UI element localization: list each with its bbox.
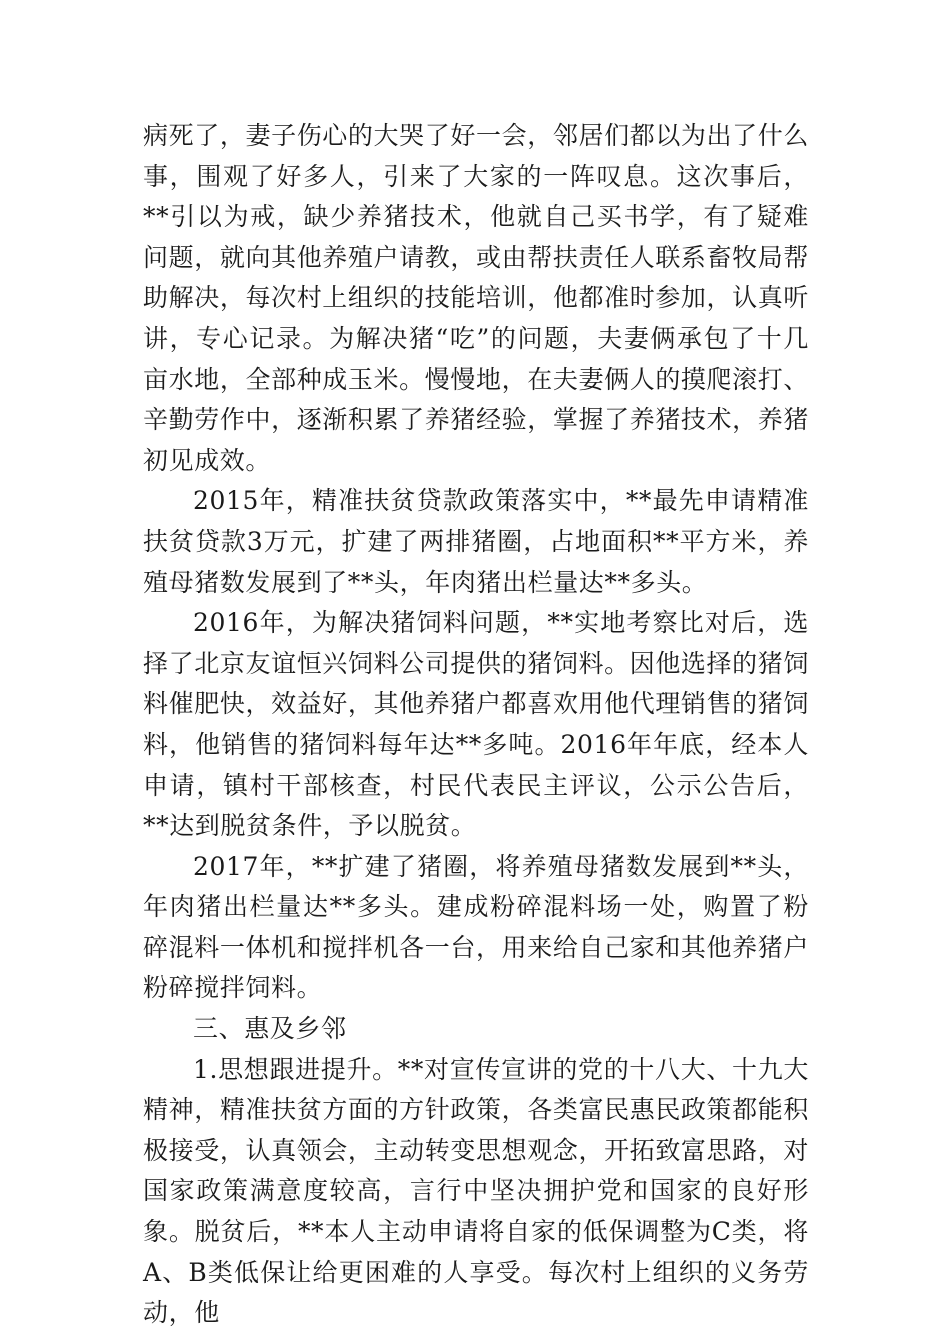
document-page (143, 116, 809, 1334)
paragraph-3: 2016年，为解决猪饲料问题，**实地考察比对后，选择了北京友谊恒兴饲料公司提供的猪饲料。因他选择的猪饲料催肥快，效益好，其他养猪户都喜欢用他代理销售的猪饲料，他销售的猪饲料每年达**多吨。2016年年底，经本人申请，镇村干部核查，村民代表民主评议，公示公告后，**达到脱贫条件，予以脱贫。 (143, 608, 809, 841)
paragraph-1: 病死了，妻子伤心的大哭了好一会，邻居们都以为出了什么事，围观了好多人，引来了大家的一阵叹息。这次事后，**引以为戒，缺少养猪技术，他就自己买书学，有了疑难问题，就向其他养殖户请教，或由帮扶责任人联系畜牧局帮助解决，每次村上组织的技能培训，他都准时参加，认真听讲，专心记录。为解决猪“吃”的问题，夫妻俩承包了十几亩水地，全部种成玉米。慢慢地，在夫妻俩人的摸爬滚打、辛勤劳作中，逐渐积累了养猪经验，掌握了养猪技术，养猪初见成效。 (143, 121, 809, 475)
paragraph-2: 2015年，精准扶贫贷款政策落实中，**最先申请精准扶贫贷款3万元，扩建了两排猪圈，占地面积**平方米，养殖母猪数发展到了**头，年肉猪出栏量达**多头。 (143, 486, 809, 597)
paragraph-4: 2017年，**扩建了猪圈，将养殖母猪数发展到**头，年肉猪出栏量达**多头。建成粉碎混料场一处，购置了粉碎混料一体机和搅拌机各一台，用来给自己家和其他养猪户粉碎搅拌饲料。 (143, 851, 809, 1003)
paragraph-5: 1.思想跟进提升。**对宣传宣讲的党的十八大、十九大精神，精准扶贫方面的方针政策，各类富民惠民政策都能积极接受，认真领会，主动转变思想观念，开拓致富思路，对国家政策满意度较高，言行中坚决拥护党和国家的良好形象。脱贫后，**本人主动申请将自家的低保调整为C类，将A、B类低保让给更困难的人享受。每次村上组织的义务劳动，他 (143, 1054, 809, 1328)
section-heading: 三、惠及乡邻 (193, 1014, 347, 1044)
